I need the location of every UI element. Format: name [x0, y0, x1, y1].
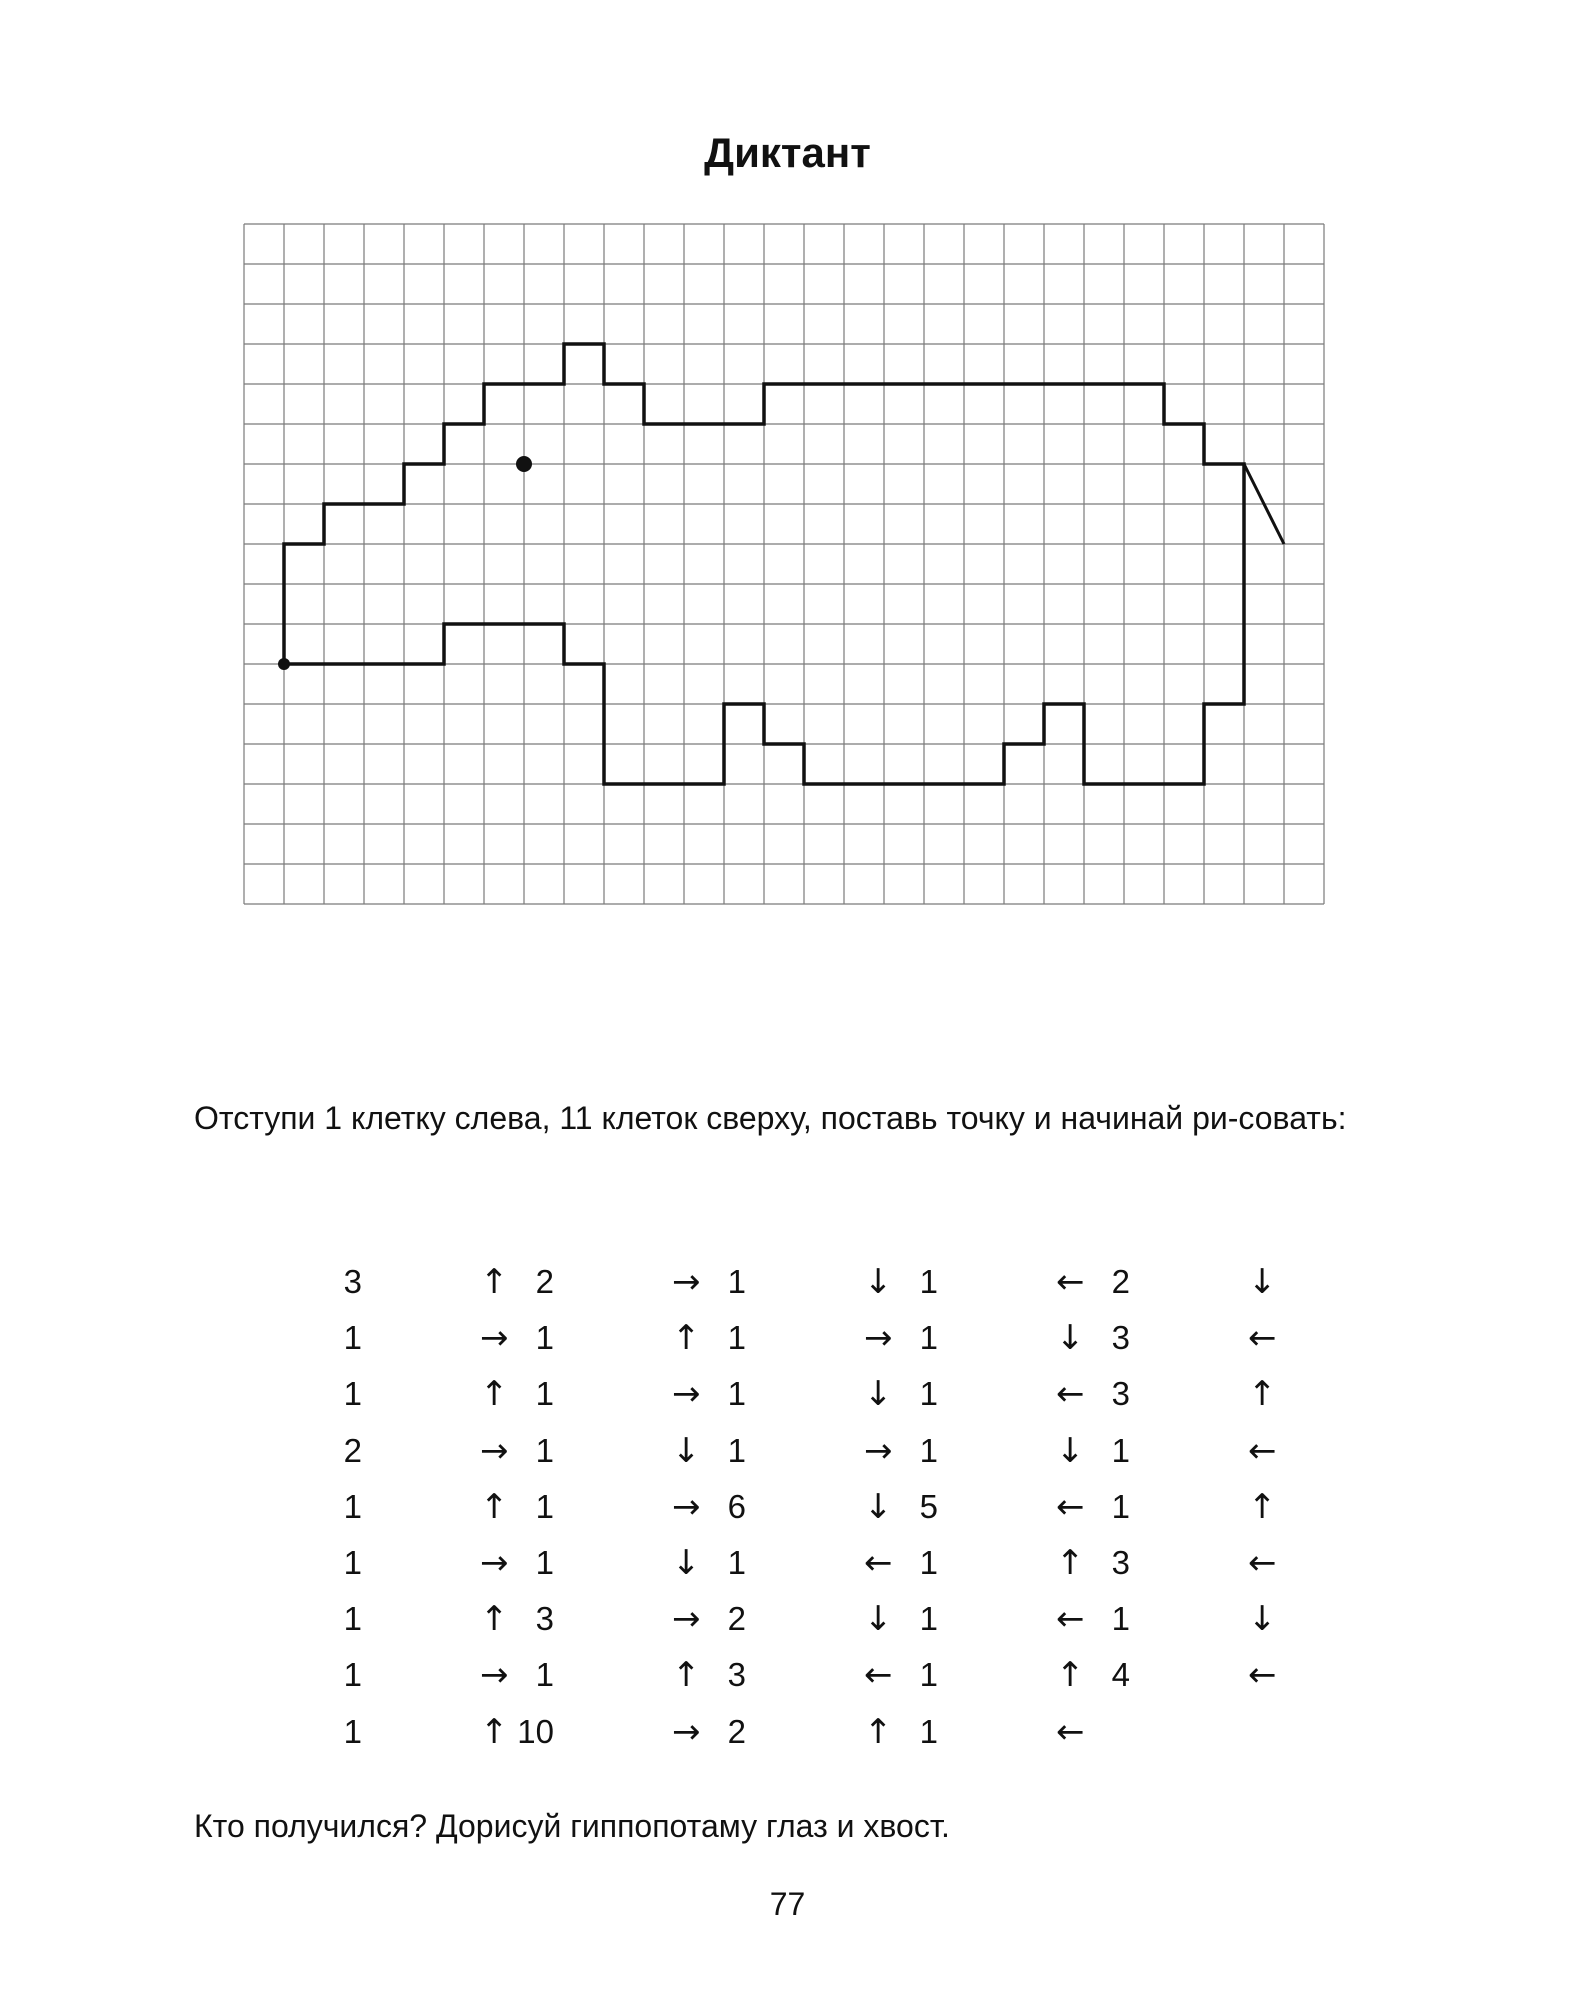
step-count: 1 — [727, 1431, 746, 1469]
page-number: 77 — [769, 1886, 806, 1922]
page-title: Диктант — [704, 129, 871, 176]
step-count: 1 — [919, 1319, 938, 1357]
step-arrow-icon: ↓ — [672, 1430, 701, 1471]
step-count: 2 — [535, 1263, 554, 1300]
step-count: 1 — [343, 1712, 362, 1750]
step-arrow-icon: ↓ — [864, 1262, 893, 1302]
step-arrow-icon: → — [480, 1318, 509, 1359]
step-arrow-icon: → — [672, 1262, 701, 1302]
step-arrow-icon: ↑ — [480, 1374, 509, 1415]
step-count: 10 — [517, 1712, 554, 1750]
step-count: 1 — [919, 1375, 938, 1413]
step-count: 1 — [919, 1656, 938, 1694]
graph-paper-grid — [0, 0, 1575, 1000]
step-count: 2 — [1111, 1263, 1130, 1300]
step-arrow-icon: ↓ — [1248, 1599, 1277, 1640]
step-count: 1 — [727, 1263, 746, 1300]
step-count: 1 — [727, 1375, 746, 1413]
step-count: 1 — [1111, 1487, 1130, 1525]
step-arrow-icon: ↓ — [1248, 1262, 1277, 1302]
step-count: 1 — [535, 1656, 554, 1694]
step-arrow-icon: ↓ — [1056, 1430, 1085, 1471]
step-count: 1 — [535, 1319, 554, 1357]
start-dot — [278, 658, 290, 670]
step-count: 1 — [919, 1431, 938, 1469]
step-arrow-icon: ← — [1248, 1430, 1277, 1471]
step-arrow-icon: ↑ — [480, 1599, 509, 1640]
step-count: 1 — [919, 1544, 938, 1581]
step-count: 2 — [727, 1712, 746, 1750]
step-count: 6 — [727, 1487, 746, 1525]
step-count: 3 — [1111, 1544, 1130, 1581]
step-arrow-icon: ↓ — [864, 1486, 893, 1527]
step-arrow-icon: ↑ — [1056, 1543, 1085, 1583]
step-arrow-icon: ← — [864, 1543, 893, 1583]
step-count: 1 — [1111, 1600, 1130, 1638]
step-count: 1 — [1111, 1431, 1130, 1469]
step-arrow-icon: ↓ — [1056, 1318, 1085, 1359]
step-count: 4 — [1111, 1656, 1130, 1694]
step-arrow-icon: ← — [1056, 1599, 1085, 1640]
step-arrow-icon: ← — [1056, 1262, 1085, 1302]
step-count: 3 — [1111, 1319, 1130, 1357]
step-arrow-icon: ↑ — [1056, 1655, 1085, 1696]
step-count: 1 — [343, 1375, 362, 1413]
step-count: 1 — [919, 1263, 938, 1300]
hippo-eye-dot — [516, 456, 532, 472]
step-arrow-icon: → — [672, 1374, 701, 1415]
step-count: 1 — [535, 1431, 554, 1469]
step-arrow-icon: ↓ — [864, 1374, 893, 1415]
step-arrow-icon: ← — [1056, 1486, 1085, 1527]
step-count: 1 — [535, 1544, 554, 1581]
step-count: 2 — [727, 1600, 746, 1638]
step-count: 3 — [727, 1656, 746, 1694]
step-arrow-icon: ← — [1248, 1318, 1277, 1359]
step-arrow-icon: ↑ — [672, 1318, 701, 1359]
step-arrow-icon: → — [864, 1430, 893, 1471]
step-count: 3 — [535, 1600, 554, 1638]
step-arrow-icon: ↑ — [1248, 1486, 1277, 1527]
step-arrow-icon: → — [480, 1430, 509, 1471]
step-arrow-icon: ← — [1056, 1374, 1085, 1415]
step-count: 1 — [919, 1712, 938, 1750]
step-arrow-icon: → — [864, 1318, 893, 1359]
step-arrow-icon: ↑ — [480, 1711, 509, 1752]
step-arrow-icon: ← — [1056, 1711, 1085, 1752]
step-count: 1 — [343, 1656, 362, 1694]
grid-lines — [244, 224, 1324, 904]
step-count: 1 — [343, 1544, 362, 1581]
step-arrow-icon: ↑ — [864, 1711, 893, 1752]
step-count: 1 — [343, 1319, 362, 1357]
step-arrow-icon: ↑ — [672, 1655, 701, 1696]
step-arrow-icon: ↓ — [864, 1599, 893, 1640]
step-count: 1 — [727, 1319, 746, 1357]
step-count: 1 — [919, 1600, 938, 1638]
step-count: 1 — [343, 1487, 362, 1525]
step-count: 5 — [919, 1487, 938, 1525]
step-arrow-icon: ↓ — [672, 1543, 701, 1583]
question-text: Кто получился? Дорисуй гиппопотаму глаз и хвост. — [194, 1808, 950, 1844]
step-count: 1 — [727, 1544, 746, 1581]
step-arrow-icon: ↑ — [1248, 1374, 1277, 1415]
step-arrow-icon: → — [672, 1711, 701, 1752]
step-count: 3 — [1111, 1375, 1130, 1413]
step-count: 2 — [343, 1431, 362, 1469]
step-count: 1 — [535, 1487, 554, 1525]
step-count: 3 — [343, 1263, 362, 1300]
step-arrow-icon: ← — [864, 1655, 893, 1696]
step-count: 1 — [535, 1375, 554, 1413]
step-arrow-icon: → — [480, 1655, 509, 1696]
step-arrow-icon: → — [672, 1486, 701, 1527]
step-arrow-icon: ↑ — [480, 1486, 509, 1527]
step-arrow-icon: ← — [1248, 1543, 1277, 1583]
instruction-text: Отступи 1 клетку слева, 11 клеток сверху, поставь точку и начинай ри-совать: — [194, 1100, 1347, 1136]
step-arrow-icon: ↑ — [480, 1262, 509, 1302]
step-arrow-icon: → — [672, 1599, 701, 1640]
step-count: 1 — [343, 1600, 362, 1638]
step-arrow-icon: → — [480, 1543, 509, 1583]
step-arrow-icon: ← — [1248, 1655, 1277, 1696]
